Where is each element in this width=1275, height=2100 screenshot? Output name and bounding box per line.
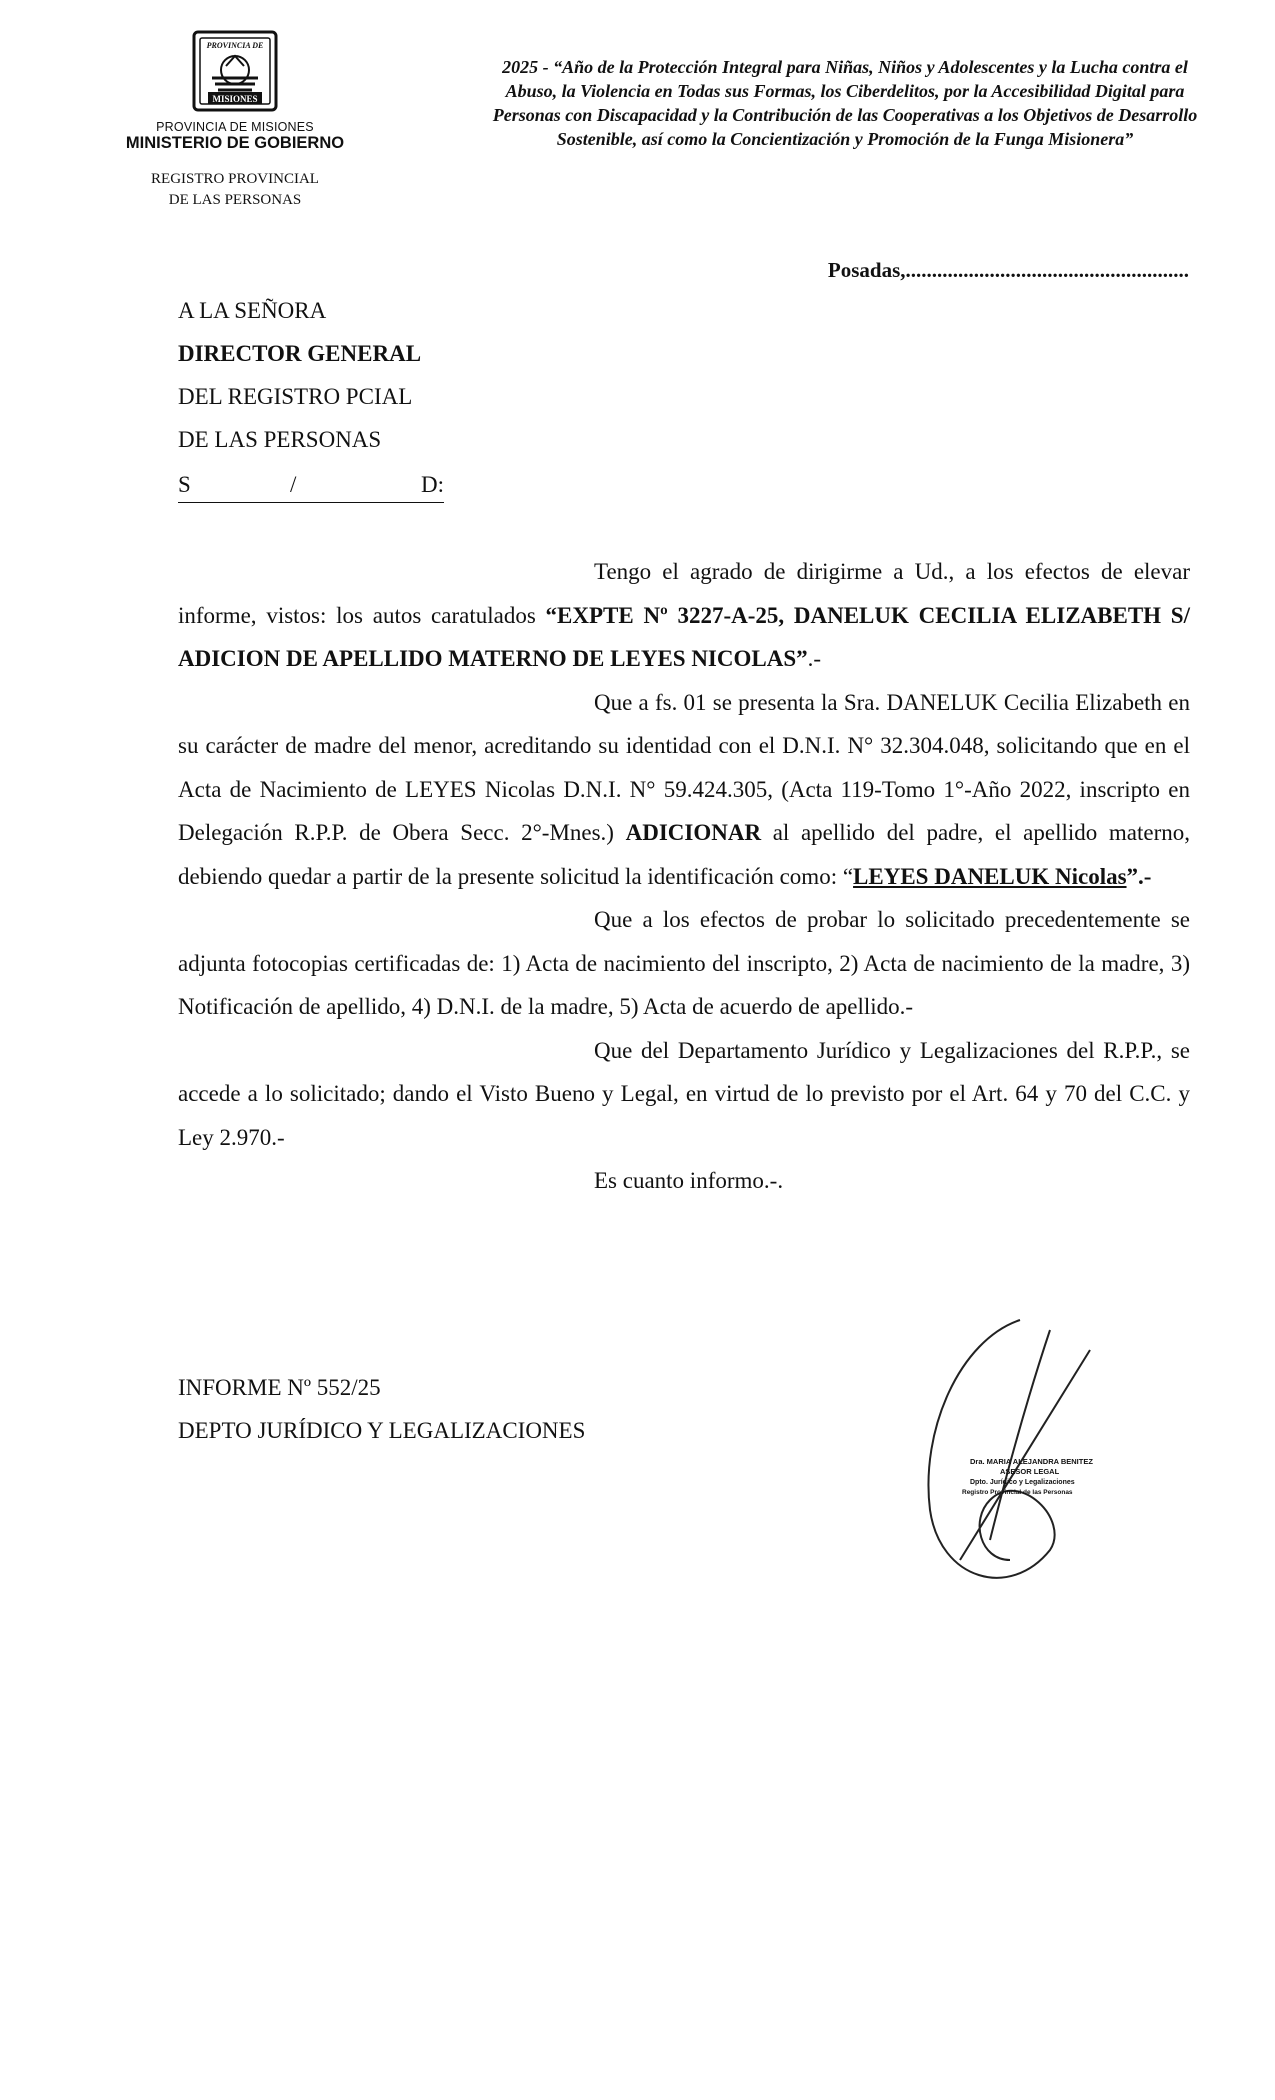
letter-body [178, 550, 1190, 1203]
sd-salutation [178, 472, 444, 503]
paragraph-4: Que del Departamento Jurídico y Legalizaciones del R.P.P., se accede a lo solicitado; dando el Visto Bueno y Legal, en virtud de lo previsto por el Art. 64 y 70 del C.C. y Ley 2.970.- [178, 1037, 1190, 1150]
addressee-line4: DE LAS PERSONAS [178, 427, 382, 452]
department-name: DEPTO JURÍDICO Y LEGALIZACIONES [178, 1418, 586, 1443]
sd-d: D: [421, 472, 444, 497]
paragraph-2 [178, 681, 1190, 899]
paragraph-5: Es cuanto informo.-. [594, 1168, 784, 1193]
motto-text: “Año de la Protección Integral para Niñas, Niños y Adolescentes y la Lucha contra el Abuso, la Violencia en Todas sus Formas, los Ciberdelitos, por la Accesibilidad Digital para Personas con Discapacidad y la Contribución de las Cooperativas a los Objetivos de Desarrollo Sostenible, así como la Concientización y Promoción de la Funga Misionera” [492, 57, 1198, 149]
stamp-line4: Registro Provincial de las Personas [962, 1489, 1073, 1496]
motto-year: 2025 - [502, 57, 549, 77]
header-province: PROVINCIA DE MISIONES [156, 120, 314, 134]
stamp-line2: ASESOR LEGAL [1000, 1467, 1060, 1476]
emblem-top-text: PROVINCIA DE [206, 41, 264, 50]
stamp-line1: Dra. MARIA ALEJANDRA BENITEZ [970, 1457, 1093, 1466]
stamp-line3: Dpto. Jurídico y Legalizaciones [970, 1479, 1075, 1486]
p2-text2: al apellido del padre, el apellido materno, debiendo quedar a partir de la presente solicitud la identificación como: “ [178, 820, 1190, 889]
signature-stamp [900, 1310, 1130, 1600]
header-registry-line1: REGISTRO PROVINCIAL [151, 171, 319, 187]
addressee-line1: A LA SEÑORA [178, 298, 327, 323]
addressee-line2: DIRECTOR GENERAL [178, 341, 422, 366]
signature-scribble [928, 1320, 1090, 1578]
informe-number: INFORME Nº 552/25 [178, 1375, 381, 1400]
place-date-line: Posadas,...................................................... [827, 258, 1189, 282]
sd-slash: / [290, 472, 297, 497]
year-motto [490, 55, 1200, 151]
paragraph-1 [178, 550, 1190, 681]
p2-new-name: LEYES DANELUK Nicolas [853, 863, 1127, 889]
p2-text: Que a fs. 01 se presenta la Sra. DANELUK Cecilia Elizabeth en su carácter de madre del menor, acreditando su identidad con el D.N.I. N° 32.304.048, solicitando que en el Acta de Nacimiento de LEYES Nicolas D.N.I. N° 59.424.305, (Acta 119-Tomo 1°-Año 2022, inscripto en Delegación R.P.P. de Obera Secc. 2°-Mnes.) [178, 689, 1190, 845]
paragraph-3: Que a los efectos de probar lo solicitado precedentemente se adjunta fotocopias certificadas de: 1) Acta de nacimiento del inscripto, 2) Acta de nacimiento de la madre, 3) Notificación de apellido, 4) D.N.I. de la madre, 5) Acta de acuerdo de apellido.- [178, 907, 1190, 1019]
p1-text: Tengo el agrado de dirigirme a Ud., a los efectos de elevar informe, vistos: los autos caratulados [178, 559, 1190, 628]
provincial-emblem-logo [182, 26, 288, 116]
emblem-bottom-text: MISIONES [212, 94, 258, 104]
p2-adicionar: ADICIONAR [625, 820, 762, 845]
informe-block [178, 1366, 585, 1452]
p2-end: ”.- [1126, 863, 1152, 889]
header-ministry: MINISTERIO DE GOBIERNO [125, 134, 345, 152]
p1-case-title: “EXPTE Nº 3227-A-25, DANELUK CECILIA ELIZABETH S/ ADICION DE APELLIDO MATERNO DE LEYES NICOLAS” [178, 602, 1190, 671]
sd-s: S [178, 472, 191, 497]
header-registry-line2: DE LAS PERSONAS [168, 192, 302, 208]
p1-end: .- [807, 646, 822, 671]
addressee-line3: DEL REGISTRO PCIAL [178, 384, 413, 409]
